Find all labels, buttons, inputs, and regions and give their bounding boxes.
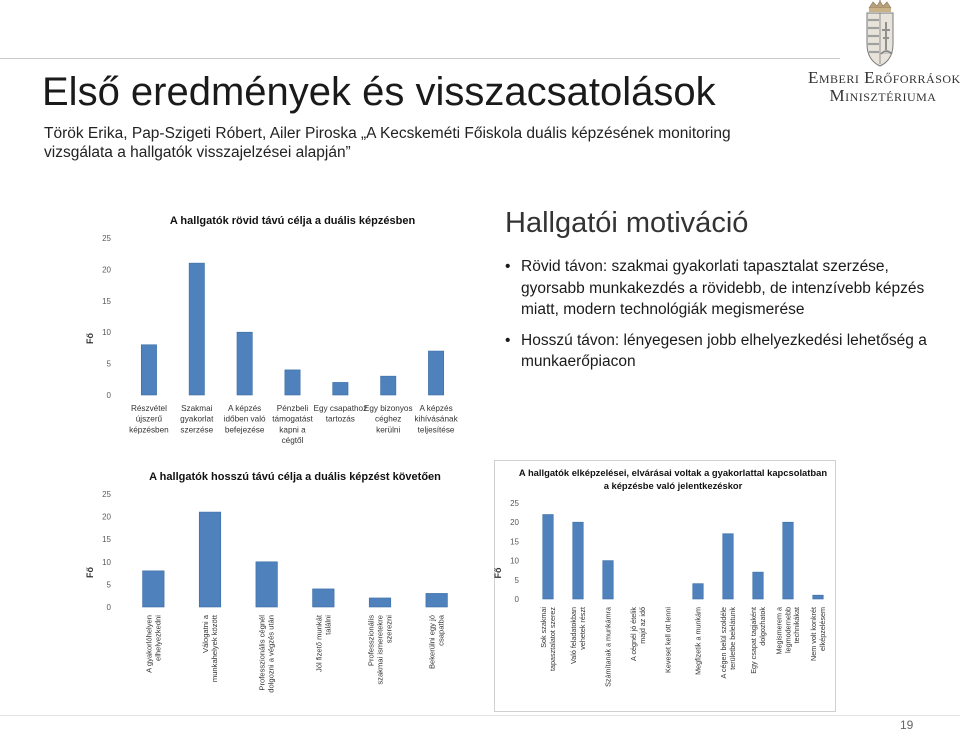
y-tick-label: 20 xyxy=(102,265,111,275)
expectations-bar-chart xyxy=(495,461,835,711)
y-tick-label: 25 xyxy=(102,234,111,243)
bar xyxy=(426,593,448,607)
bar xyxy=(189,263,204,395)
category-label: Keveset kell ott lenni xyxy=(663,607,673,673)
y-axis-label: Fő xyxy=(493,567,503,579)
bar xyxy=(428,351,443,395)
chart-title: A hallgatók hosszú távú célja a duális képzést követően xyxy=(149,471,441,483)
y-tick-label: 0 xyxy=(106,603,111,612)
bar xyxy=(237,332,252,395)
ministry-name-line2: Minisztériuma xyxy=(829,86,937,105)
category-label: Megfizetik a munkám xyxy=(693,607,703,675)
category-label: Egy bizonyos céghez kerülni xyxy=(363,404,413,435)
bar xyxy=(813,595,824,599)
y-tick-label: 15 xyxy=(510,537,519,547)
chart-short-term-goals xyxy=(80,206,473,451)
y-tick-label: 25 xyxy=(510,499,519,508)
category-label: Bekerülni egy jócsapatba xyxy=(427,615,446,670)
bar xyxy=(381,376,396,395)
y-tick-label: 0 xyxy=(106,391,111,400)
title-divider xyxy=(0,58,840,59)
category-label: Egy csapathoz tartozás xyxy=(313,404,368,424)
slide-subtitle: Török Erika, Pap-Szigeti Róbert, Ailer Piroska „A Kecskeméti Főiskola duális képzésének monitoring vizsgálata a hallgatók visszajelzései alapján” xyxy=(44,125,731,161)
y-tick-label: 10 xyxy=(102,557,111,567)
bar xyxy=(256,562,278,607)
chart-title: A hallgatók rövid távú célja a duális képzésben xyxy=(169,215,416,227)
long-term-goals-bar-chart xyxy=(80,462,480,710)
y-tick-label: 20 xyxy=(102,512,111,522)
chart-title-line: A hallgatók elképzelései, elvárásai voltak a gyakorlattal kapcsolatban xyxy=(518,467,828,478)
bullet-long-term: • Hosszú távon: lényegesen jobb elhelyezkedési lehetőség a munkaerőpiacon xyxy=(505,330,945,373)
category-label: Pénzbeli támogatást kapni a cégtől xyxy=(272,404,313,446)
slide-title: Első eredmények és visszacsatolások xyxy=(42,70,716,114)
bar xyxy=(285,370,300,395)
y-tick-label: 10 xyxy=(510,556,519,566)
y-tick-label: 10 xyxy=(102,328,111,338)
category-label: Professzionális cégnéldolgozni a végzés után xyxy=(257,615,276,693)
y-tick-label: 0 xyxy=(514,595,519,604)
bar xyxy=(333,382,348,395)
bar xyxy=(573,522,584,599)
y-tick-label: 5 xyxy=(106,359,111,369)
bar xyxy=(783,522,794,599)
bar xyxy=(313,589,335,607)
category-label: A cégen belül szoldéleterületbe belelátunk xyxy=(719,607,737,679)
y-tick-label: 15 xyxy=(102,535,111,545)
category-label: Való feladatokbanvehetek részt xyxy=(569,607,587,665)
bar xyxy=(199,512,221,607)
category-label: Részvétel újszerű képzésben xyxy=(129,404,169,435)
category-label: A cégnél jó ételikmajd az idő xyxy=(629,607,647,661)
short-term-goals-bar-chart xyxy=(80,206,473,451)
y-axis-label: Fő xyxy=(85,333,95,344)
category-label: Egy csapat tagjakéntdolgozhatok xyxy=(749,607,767,674)
y-tick-label: 5 xyxy=(106,580,111,590)
chart-expectations xyxy=(494,460,836,712)
footer-line xyxy=(0,715,960,716)
bar xyxy=(603,561,614,599)
y-tick-label: 5 xyxy=(514,575,519,585)
y-axis-label: Fő xyxy=(85,567,95,578)
category-label: Professzionálisszakmai ismeretekreszerezni xyxy=(366,615,394,685)
bar xyxy=(723,534,734,599)
chart-title-line: a képzésbe való jelentkezéskor xyxy=(603,480,743,491)
bar xyxy=(143,571,165,607)
bar xyxy=(141,345,156,395)
bar xyxy=(369,598,391,607)
category-label: A képzés kihívásának teljesítése xyxy=(414,404,458,435)
category-label: A gyakorlóhelyenelhelyezkedni xyxy=(144,615,163,673)
category-label: Jól fizető munkáttalálni xyxy=(314,615,333,672)
category-label: Válogatni amunkahelyek között xyxy=(200,615,220,683)
section-heading: Hallgatói motiváció xyxy=(505,207,749,239)
chart-long-term-goals xyxy=(80,462,480,710)
y-tick-label: 25 xyxy=(102,490,111,499)
category-label: Számítanak a munkámra xyxy=(603,607,613,687)
bar xyxy=(543,515,554,599)
category-label: Nem volt konkrételképzelésem xyxy=(809,607,827,661)
bar xyxy=(753,572,764,599)
y-tick-label: 20 xyxy=(510,518,519,528)
category-label: A képzés időben való befejezése xyxy=(223,404,266,435)
ministry-name-line1: Emberi Erőforrások xyxy=(808,68,961,87)
bullet-short-term: • Rövid távon: szakmai gyakorlati tapasztalat szerzése, gyorsabb munkakezdés a rövidebb, de intenzívebb képzés miatt, modern technológiák megismerése xyxy=(505,256,945,321)
category-label: Szakmai gyakorlat szerzése xyxy=(180,404,214,435)
category-label: Megismerem alegmodernebbtechnikákat xyxy=(774,607,802,655)
page-number: 19 xyxy=(900,718,914,732)
y-tick-label: 15 xyxy=(102,296,111,306)
category-label: Sok szakmaitapasztalatot szerez xyxy=(539,607,557,671)
bar xyxy=(693,584,704,599)
motivation-bullet-list xyxy=(505,256,945,382)
